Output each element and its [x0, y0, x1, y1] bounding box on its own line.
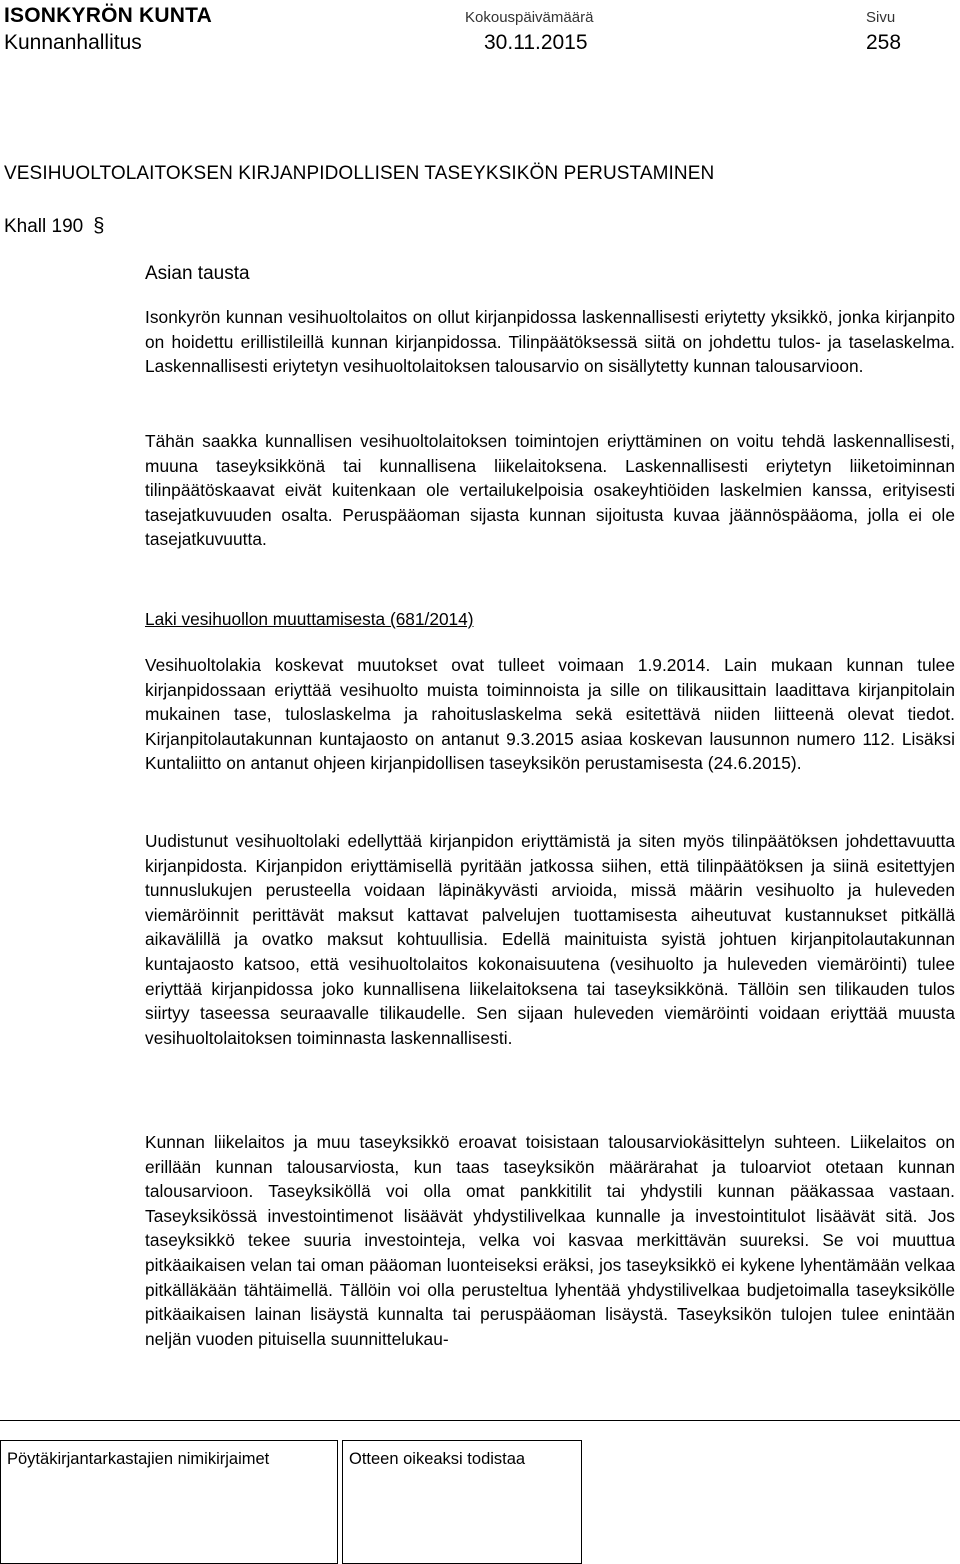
- page-header: [0, 0, 960, 60]
- signatures-box: [0, 1440, 338, 1564]
- paragraph: Tähän saakka kunnallisen vesihuoltolaitoksen toimintojen eriyttäminen on voitu tehdä laskennallisesti, muuna taseyksikkönä tai kunnallisena liikelaitoksena. Laskennallisesti eriytetyn liiketoiminnan tilinpäätöskaavat eivät kuitenkaan ole vertailukelpoisia osakeyhtiöiden laskelmien kanssa, erityisesti tasejatkuvuuden osalta. Peruspääoman sijasta kunnan sijoitusta kuvaa jäännöspääoma, jolla ei ole tasejatkuvuutta.: [145, 431, 955, 550]
- section-mark: §: [93, 215, 105, 237]
- section-subheading-wrap: [145, 263, 955, 285]
- date-label: Kokouspäivämäärä: [465, 9, 594, 26]
- section-subheading: Asian tausta: [145, 263, 250, 284]
- law-heading-wrap: [145, 609, 955, 630]
- section-ref-text: Khall 190: [4, 215, 84, 237]
- organization-name: ISONKYRÖN KUNTA: [4, 4, 212, 27]
- signatures-label: Pöytäkirjantarkastajien nimikirjaimet: [7, 1450, 270, 1468]
- page-footer: [0, 1440, 960, 1564]
- certification-label: Otteen oikeaksi todistaa: [349, 1450, 526, 1468]
- section-reference: [4, 215, 104, 238]
- footer-divider: [0, 1420, 960, 1421]
- paragraph: Isonkyrön kunnan vesihuoltolaitos on ollut kirjanpidossa laskennallisesti eriytetty yksikkö, jonka kirjanpito on hoidettu erillistileillä kunnan kirjanpidossa. Tilinpäätöksessä siitä on johdettu tulos- ja taselaskelma. Laskennallisesti eriytetyn vesihuoltolaitoksen talousarvio on sisällytetty kunnan talousarvioon.: [145, 307, 955, 377]
- paragraph-block-4: [145, 829, 955, 1050]
- page-number: 258: [866, 31, 902, 54]
- certification-box: [342, 1440, 582, 1564]
- document-title: VESIHUOLTOLAITOKSEN KIRJANPIDOLLISEN TASEYKSIKÖN PERUSTAMINEN: [4, 163, 715, 184]
- body-name: Kunnanhallitus: [4, 31, 142, 54]
- page-label: Sivu: [866, 9, 896, 26]
- meeting-date: 30.11.2015: [484, 31, 588, 54]
- law-heading: Laki vesihuollon muuttamisesta (681/2014): [145, 609, 474, 629]
- paragraph: Uudistunut vesihuoltolaki edellyttää kirjanpidon eriyttämistä ja siten myös tilinpäätöksen johdettavuutta kirjanpidosta. Kirjanpidon eriyttämisellä pyritään jatkossa siihen, että tilinpäätöksen ja siinä esitettyjen tunnuslukujen perusteella voidaan läpinäkyvästi arvioida, missä määrin vesihuolto ja huleveden viemäröinnit perittävät maksut kattavat palvelujen tuottamisesta aiheutuvat kustannukset pitkällä aikavälillä ja ovatko maksut kohtuullisia. Edellä mainituista syistä johtuen kirjanpitolautakunnan kuntajaosto katsoo, että vesihuoltolaitos kokonaisuutena (vesihuolto ja huleveden viemäröinti) tulee eriyttää kirjanpidossa joko kunnallisena liikelaitoksena tai taseyksikkönä. Tällöin sen tilikauden tulos siirtyy taseessa seuraavalle tilikaudelle. Sen sijaan huleveden viemäröinti voidaan eriyttää muusta vesihuoltolaitoksen toiminnasta laskennallisesti.: [145, 831, 955, 1048]
- paragraph-block-2: [145, 429, 955, 552]
- paragraph-block-3: [145, 653, 955, 776]
- paragraph-block-1: [145, 305, 955, 379]
- paragraph-block-5: [145, 1130, 955, 1351]
- paragraph: Vesihuoltolakia koskevat muutokset ovat tulleet voimaan 1.9.2014. Lain mukaan kunnan tulee kirjanpidossaan eriyttää vesihuolto muista toiminnoista ja sille on tilikausittain laadittava kirjanpitolain mukainen tase, tuloslaskelma ja rahoituslaskelma sekä esitettävä niiden liitteenä olevat tiedot. Kirjanpitolautakunnan kuntajaosto on antanut 9.3.2015 asiaa koskevan lausunnon numero 112. Lisäksi Kuntaliitto on antanut ohjeen kirjanpidollisen taseyksikön perustamisesta (24.6.2015).: [145, 655, 955, 774]
- paragraph: Kunnan liikelaitos ja muu taseyksikkö eroavat toisistaan talousarviokäsittelyn suhteen. Liikelaitos on erillään kunnan talousarviosta, kun taas taseyksikön määrärahat ja tuloarviot otetaan kunnan talousarvioon. Taseyksiköllä voi olla omat pankkitilit tai yhdystili kunnan pääkassaa vastaan. Taseyksikössä investointimenot lisäävät yhdystilivelkaa kunnalle ja investointitulot lisäävät sitä. Jos taseyksikkö tekee suuria investointeja, velka voi kasvaa merkittävän suureksi. Se voi muuttua pitkäaikaisen velan tai oman pääoman luonteiseksi eräksi, jos taseyksikkö ei kykene lyhentämään velkaa pitkälläkään tähtäimellä. Tällöin voi olla perusteltua lyhentää yhdystilivelkaa budjetoimalla taseyksikölle pitkäaikaisen lainan lisäystä kunnalta tai peruspääoman lisäystä. Taseyksikön tulojen tulee enintään neljän vuoden pituisella suunnittelukau-: [145, 1132, 955, 1349]
